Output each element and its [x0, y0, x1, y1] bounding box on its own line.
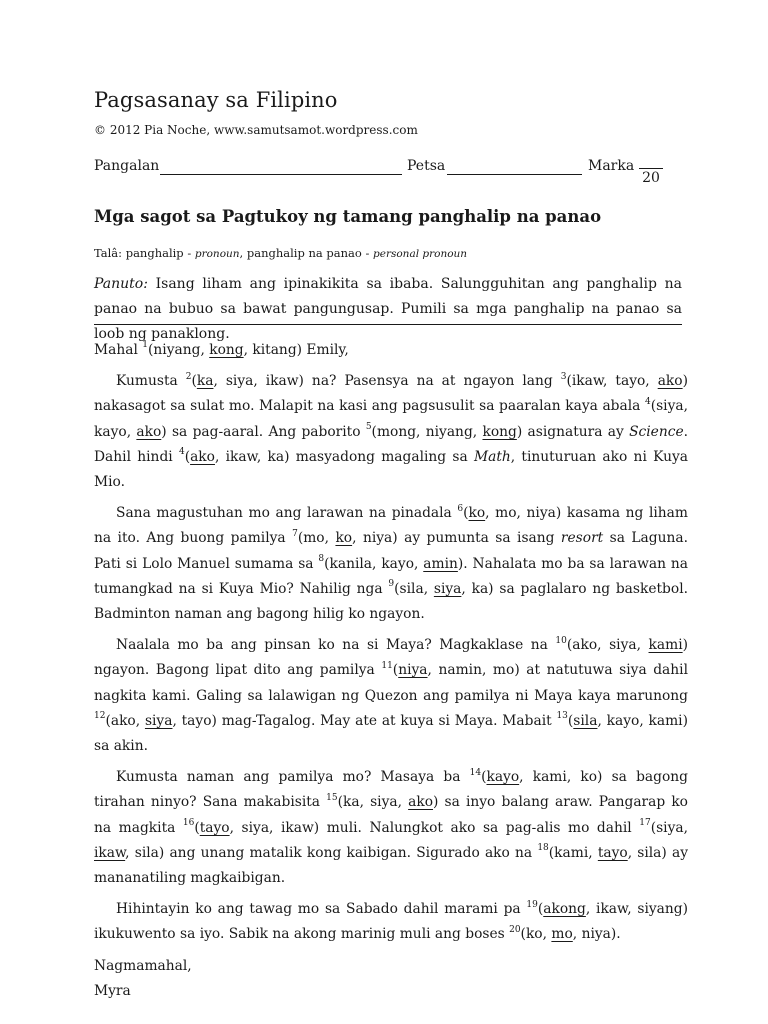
answer-choice[interactable]: siya — [370, 794, 398, 811]
answer-choice[interactable]: kitang — [252, 342, 297, 358]
answer-choice[interactable]: sila — [134, 844, 159, 861]
blank-item: $^5$(mong, niyang, kong) — [365, 422, 523, 440]
item-number: 8 — [318, 554, 325, 565]
answer-choice[interactable]: siya — [656, 819, 684, 836]
letter-paragraph: Myra — [94, 982, 131, 999]
item-number: 20 — [509, 924, 521, 935]
blank-item: $^2$(ka, siya, ikaw) — [185, 371, 304, 390]
score-total: 20 — [642, 170, 660, 186]
answer-choice-selected[interactable]: ka — [196, 373, 214, 390]
item-number: 4 — [644, 396, 651, 407]
answer-choice-selected[interactable]: ko — [335, 530, 353, 547]
answer-choice-selected[interactable]: ko — [468, 505, 486, 522]
page-title: Pagsasanay sa Filipino — [94, 88, 338, 112]
answer-choice-selected[interactable]: ako — [657, 373, 683, 390]
instructions — [94, 272, 682, 347]
letter-paragraph: Nagmamahal, — [94, 957, 192, 974]
answer-choice[interactable]: tayo — [181, 712, 212, 729]
letter-paragraph: Hihintayin ko ang tawag mo sa Sabado dahil marami pa $^{19}$(akong, ikaw, siyang) ikukuwento sa iyo. Sabik na akong marinig muli ang boses $^{20}$(ko, mo, niya). — [94, 899, 688, 943]
answer-choice-selected[interactable]: tayo — [199, 819, 230, 836]
note-translation1: pronoun — [194, 248, 240, 260]
blank-item: $^{13}$(sila, kayo, kami) — [556, 711, 688, 729]
score-fraction-bar[interactable] — [639, 168, 663, 169]
answer-choice[interactable]: ikaw — [280, 819, 314, 836]
letter-paragraph: Sana magustuhan mo ang larawan na pinadala $^6$(ko, mo, niya) kasama ng liham na ito. Ang buong pamilya $^7$(mo, ko, niya) ay pumunta sa isang resort sa Laguna. Pati si Lolo Manuel sumama sa $^8$(kanila, kayo, amin). Nahalata mo ba sa larawan na tumangkad na si Kuya Mio? Nahilig nga $^9$(sila, siya, ka) sa paglalaro ng basketbol. Badminton naman ang bagong hilig ko ngayon. — [94, 503, 688, 623]
date-blank-line[interactable] — [447, 174, 582, 175]
answer-choice[interactable]: sila — [637, 844, 662, 861]
score-fraction — [639, 168, 663, 186]
blank-item: $^{18}$(kami, tayo, sila) — [537, 843, 667, 861]
answer-choice[interactable]: ka — [471, 580, 489, 597]
answer-choice-selected[interactable]: ako — [136, 423, 162, 440]
blank-item: $^{10}$(ako, siya, kami) — [555, 635, 689, 654]
answer-choice[interactable]: kayo — [606, 712, 640, 729]
item-number: 3 — [560, 371, 567, 382]
blank-item: $^4$(ako, ikaw, ka) — [178, 447, 290, 465]
answer-choice[interactable]: ikaw — [225, 448, 257, 465]
answer-choice[interactable]: niyang — [153, 342, 201, 358]
answer-choice[interactable]: kayo — [381, 555, 414, 572]
answer-choice[interactable]: mong — [376, 423, 417, 440]
emphasized-word: resort — [560, 530, 604, 547]
instructions-text: Isang liham ang ipinakikita sa ibaba. Salungguhitan ang panghalip na panao na bubuo sa bawat pangungusap. Pumili sa mga panghalip na panao sa loob ng panaklong. — [94, 276, 682, 342]
item-number: 9 — [388, 579, 395, 590]
emphasized-word: Math — [473, 448, 511, 465]
copyright-line: © 2012 Pia Noche, www.samutsamot.wordpress.com — [94, 123, 418, 137]
answer-choice[interactable]: niya — [526, 505, 556, 522]
answer-choice-selected[interactable]: tayo — [597, 844, 628, 861]
item-number: 2 — [185, 371, 192, 382]
answer-choice-selected[interactable]: niya — [398, 662, 428, 679]
blank-item: $^9$(sila, siya, ka) — [388, 579, 494, 597]
answer-choice[interactable]: siya — [241, 819, 270, 836]
answer-choice-selected[interactable]: ako — [190, 448, 215, 465]
answer-choice[interactable]: niya — [362, 530, 393, 547]
answer-choice[interactable]: tayo — [615, 373, 646, 390]
blank-item: $^7$(mo, ko, niya) — [292, 528, 398, 547]
note-translation2: personal pronoun — [373, 248, 468, 260]
blank-item: $^1$(niyang, kong, kitang) — [142, 340, 303, 358]
section-subtitle: Mga sagot sa Pagtukoy ng tamang panghalip na panao — [94, 207, 602, 226]
item-number: 10 — [555, 635, 567, 646]
item-number: 4 — [178, 447, 185, 458]
instructions-label: Panuto: — [94, 276, 148, 292]
answer-choice[interactable]: mo — [495, 505, 517, 522]
answer-choice[interactable]: kanila — [329, 555, 373, 572]
emphasized-word: Science — [629, 423, 684, 440]
answer-choice[interactable]: kayo — [94, 423, 127, 440]
answer-choice[interactable]: ka — [267, 448, 285, 465]
answer-choice[interactable]: kami — [554, 844, 589, 861]
item-number: 12 — [94, 711, 106, 722]
item-number: 6 — [457, 503, 464, 514]
blank-item: $^{12}$(ako, siya, tayo) — [94, 711, 217, 729]
letter-paragraph: Kumusta naman ang pamilya mo? Masaya ba $^{14}$(kayo, kami, ko) sa bagong tirahan ninyo? Sana makabisita $^{15}$(ka, siya, ako) sa inyo balang araw. Pangarap ko na magkita $^{16}$(tayo, siya, ikaw) muli. Nalungkot ako sa pag-alis mo dahil $^{17}$(siya, ikaw, sila) ang unang matalik kong kaibigan. Sigurado ako na $^{18}$(kami, tayo, sila) ay mananatiling magkaibigan. — [94, 767, 689, 887]
answer-choice[interactable]: ka — [342, 794, 360, 811]
answer-choice[interactable]: niya — [581, 926, 611, 943]
answer-choice-selected[interactable]: ako — [408, 794, 434, 811]
blank-item: $^3$(ikaw, tayo, ako) — [560, 371, 688, 390]
answer-choice[interactable]: siyang — [637, 901, 683, 918]
answer-choice[interactable]: niyang — [425, 423, 473, 440]
note-label: Talâ: — [94, 246, 123, 260]
date-label: Petsa — [407, 158, 446, 174]
answer-choice[interactable]: ako — [110, 712, 136, 729]
answer-choice-selected[interactable]: kayo — [486, 769, 520, 786]
answer-choice[interactable]: ikaw — [571, 373, 604, 390]
answer-choice-selected[interactable]: siya — [433, 580, 462, 597]
answer-choice[interactable]: kami — [648, 712, 683, 729]
answer-choice[interactable]: ikaw — [265, 373, 299, 390]
answer-choice[interactable]: mo — [492, 662, 515, 679]
answer-choice-selected[interactable]: siya — [144, 712, 173, 729]
answer-choice[interactable]: ko — [580, 769, 598, 786]
answer-choice-selected[interactable]: ikaw — [94, 844, 126, 861]
blank-item: $^{16}$(tayo, siya, ikaw) — [182, 818, 320, 836]
answer-choice-selected[interactable]: kong — [482, 423, 517, 440]
answer-choice[interactable]: mo — [303, 530, 325, 547]
blank-item: $^6$(ko, mo, niya) — [457, 503, 562, 522]
item-number: 13 — [556, 711, 568, 722]
divider-rule — [94, 324, 682, 325]
item-number: 14 — [469, 767, 482, 778]
answer-choice[interactable]: siya — [225, 373, 254, 390]
letter-paragraph: Naalala mo ba ang pinsan ko na si Maya? Magkaklase na $^{10}$(ako, siya, kami) ngayon. Bagong lipat dito ang pamilya $^{11}$(niya, namin, mo) at natutuwa siya dahil nagkita kami. Galing sa lalawigan ng Quezon ang pamilya ni Maya kaya marunong $^{12}$(ako, siya, tayo) mag-Tagalog. May ate at kuya si Maya. Mabait $^{13}$(sila, kayo, kami) sa akin. — [94, 635, 689, 755]
answer-choice[interactable]: sila — [399, 580, 424, 597]
item-number: 16 — [182, 818, 195, 829]
answer-choice-selected[interactable]: sila — [573, 712, 598, 729]
blank-item: $^{20}$(ko, mo, niya) — [509, 924, 617, 943]
item-number: 7 — [292, 528, 298, 539]
item-number: 18 — [537, 843, 549, 854]
blank-item: $^{11}$(niya, namin, mo) — [381, 660, 520, 679]
blank-item: $^{14}$(kayo, kami, ko) — [469, 767, 603, 786]
item-number: 17 — [639, 818, 651, 829]
letter-body — [94, 338, 688, 1010]
blank-item: $^{17}$(siya, ikaw, sila) — [94, 818, 688, 861]
name-label: Pangalan — [94, 158, 160, 174]
answer-choice-selected[interactable]: mo — [551, 926, 573, 943]
blank-item: $^4$(siya, kayo, ako) — [94, 396, 688, 440]
item-number: 15 — [326, 792, 338, 803]
answer-choice[interactable]: siya — [656, 398, 684, 415]
letter-paragraph: Kumusta $^2$(ka, siya, ikaw) na? Pasensya na at ngayon lang $^3$(ikaw, tayo, ako) nakasagot sa sulat mo. Malapit na kasi ang pagsusulit sa paaralan kaya abala $^4$(siya, kayo, ako) sa pag-aaral. Ang paborito $^5$(mong, niyang, kong) asignatura ay Science. Dahil hindi $^4$(ako, ikaw, ka) masyadong magaling sa Math, tinuturuan ako ni Kuya Mio. — [94, 371, 689, 491]
item-number: 1 — [142, 340, 148, 351]
vocab-note: Talâ: panghalip - pronoun, panghalip na panao - personal pronoun — [94, 246, 468, 260]
note-term1: panghalip — [125, 246, 184, 260]
answer-choice[interactable]: ko — [525, 926, 543, 943]
name-blank-line[interactable] — [160, 174, 402, 175]
answer-choice[interactable]: siya — [609, 637, 637, 654]
score-label: Marka — [588, 158, 635, 174]
item-number: 19 — [526, 899, 538, 910]
answer-choice[interactable]: ako — [572, 637, 598, 654]
answer-choice-selected[interactable]: akong — [543, 901, 586, 918]
answer-choice-selected[interactable]: kong — [209, 342, 244, 358]
item-number: 5 — [365, 422, 372, 433]
blank-item: $^{19}$(akong, ikaw, siyang) — [526, 899, 688, 918]
answer-choice[interactable]: namin — [438, 662, 482, 679]
answer-choice[interactable]: ikaw — [596, 901, 628, 918]
blank-item: $^8$(kanila, kayo, amin) — [318, 554, 464, 572]
answer-choice-selected[interactable]: amin — [423, 555, 458, 572]
note-term2: panghalip na panao — [246, 246, 362, 260]
answer-choice-selected[interactable]: kami — [648, 637, 683, 654]
answer-choice[interactable]: kami — [532, 769, 567, 786]
letter-paragraph: Mahal $^1$(niyang, kong, kitang) Emily, — [94, 340, 349, 358]
item-number: 11 — [381, 660, 393, 671]
blank-item: $^{15}$(ka, siya, ako) — [326, 792, 439, 811]
